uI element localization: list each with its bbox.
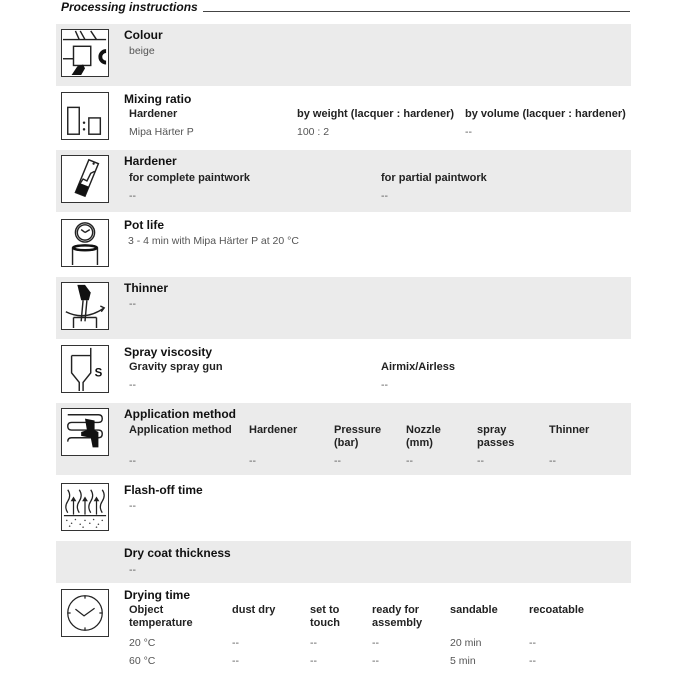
drying-time-title: Drying time (124, 588, 191, 602)
hardener-value-partial: -- (381, 190, 388, 202)
spray-viscosity-title: Spray viscosity (124, 345, 213, 359)
viscosity-header-airmix: Airmix/Airless (381, 361, 455, 373)
section-drying-time (56, 585, 631, 685)
drying-header-recoatable: recoatable (529, 604, 585, 616)
section-colour (56, 24, 631, 86)
viscosity-cup-icon (61, 345, 109, 393)
drying-header-sandable: sandable (450, 604, 498, 616)
drying-header-assembly (372, 604, 422, 630)
pot-life-value: 3 - 4 min with Mipa Härter P at 20 °C (128, 235, 299, 247)
mixing-value-weight: 100 : 2 (297, 126, 330, 138)
svg-text:S: S (94, 367, 103, 380)
app-header-passes-line2: passes (477, 437, 515, 449)
section-mixing-ratio (56, 88, 631, 148)
hardener-title: Hardener (124, 154, 177, 168)
drying-r2-assembly: -- (372, 655, 379, 667)
drying-r2-temp: 60 °C (129, 655, 156, 667)
drying-r2-recoatable: -- (529, 655, 536, 667)
drying-r1-dust: -- (232, 637, 239, 649)
heading-divider (203, 11, 630, 12)
mixing-header-volume: by volume (lacquer : hardener) (465, 108, 626, 120)
drying-r1-assembly: -- (372, 637, 379, 649)
colour-title: Colour (124, 28, 163, 42)
viscosity-value-gravity: -- (129, 379, 136, 391)
clock-icon (61, 589, 109, 637)
drying-header-dust-dry: dust dry (232, 604, 276, 616)
drying-header-temperature (129, 604, 193, 630)
drying-r1-touch: -- (310, 637, 317, 649)
hardener-value-complete: -- (129, 190, 136, 202)
app-header-nozzle (406, 424, 441, 450)
paint-colour-icon (61, 29, 109, 77)
section-spray-viscosity (56, 341, 631, 402)
section-thinner (56, 277, 631, 339)
mixing-ratio-icon (61, 92, 109, 140)
pot-life-title: Pot life (124, 218, 165, 232)
app-value-method: -- (129, 455, 136, 467)
dry-coat-value: -- (129, 564, 136, 576)
app-header-nozzle-line1: Nozzle (406, 424, 441, 436)
flash-off-icon (61, 483, 109, 531)
drying-r2-touch: -- (310, 655, 317, 667)
section-flash-off (56, 477, 631, 539)
thinner-value: -- (129, 298, 136, 310)
hardener-icon (61, 155, 109, 203)
section-pot-life (56, 214, 631, 276)
app-header-hardener: Hardener (249, 424, 298, 436)
pot-life-icon (61, 219, 109, 267)
mixing-value-hardener: Mipa Härter P (129, 126, 194, 138)
section-dry-coat (56, 541, 631, 583)
section-hardener (56, 150, 631, 212)
app-header-passes-line1: spray (477, 424, 507, 436)
viscosity-header-gravity: Gravity spray gun (129, 361, 223, 373)
drying-r2-sandable: 5 min (450, 655, 476, 667)
flash-off-title: Flash-off time (124, 483, 203, 497)
app-header-nozzle-line2: (mm) (406, 437, 433, 449)
app-header-pressure-line2: (bar) (334, 437, 359, 449)
section-application-method (56, 403, 631, 475)
drying-r1-recoatable: -- (529, 637, 536, 649)
drying-header-touch-line2: touch (310, 617, 340, 629)
viscosity-value-airmix: -- (381, 379, 388, 391)
app-value-nozzle: -- (406, 455, 413, 467)
colour-value: beige (129, 45, 155, 57)
mixing-value-volume: -- (465, 126, 472, 138)
app-header-method: Application method (129, 424, 232, 436)
drying-header-temperature-line2: temperature (129, 617, 193, 629)
thinner-title: Thinner (124, 281, 168, 295)
app-header-pressure-line1: Pressure (334, 424, 382, 436)
drying-r1-sandable: 20 min (450, 637, 482, 649)
drying-header-assembly-line1: ready for (372, 604, 420, 616)
app-value-thinner: -- (549, 455, 556, 467)
drying-header-touch-line1: set to (310, 604, 340, 616)
app-header-pressure (334, 424, 381, 450)
hardener-header-complete: for complete paintwork (129, 172, 251, 184)
dry-coat-title: Dry coat thickness (124, 546, 231, 560)
app-header-thinner: Thinner (549, 424, 590, 436)
drying-r1-temp: 20 °C (129, 637, 156, 649)
mixing-header-hardener: Hardener (129, 108, 178, 120)
drying-header-assembly-line2: assembly (372, 617, 423, 629)
drying-header-set-to-touch (310, 604, 340, 630)
drying-header-temperature-line1: Object (129, 604, 164, 616)
app-header-passes (477, 424, 514, 450)
spray-gun-icon (61, 408, 109, 456)
hardener-header-partial: for partial paintwork (381, 172, 487, 184)
page-title: Processing instructions (61, 0, 198, 14)
drying-r2-dust: -- (232, 655, 239, 667)
thinner-icon (61, 282, 109, 330)
app-value-passes: -- (477, 455, 484, 467)
app-value-pressure: -- (334, 455, 341, 467)
mixing-header-weight: by weight (lacquer : hardener) (297, 108, 455, 120)
mixing-ratio-title: Mixing ratio (124, 92, 192, 106)
flash-off-value: -- (129, 500, 136, 512)
app-value-hardener: -- (249, 455, 256, 467)
application-method-title: Application method (124, 407, 236, 421)
